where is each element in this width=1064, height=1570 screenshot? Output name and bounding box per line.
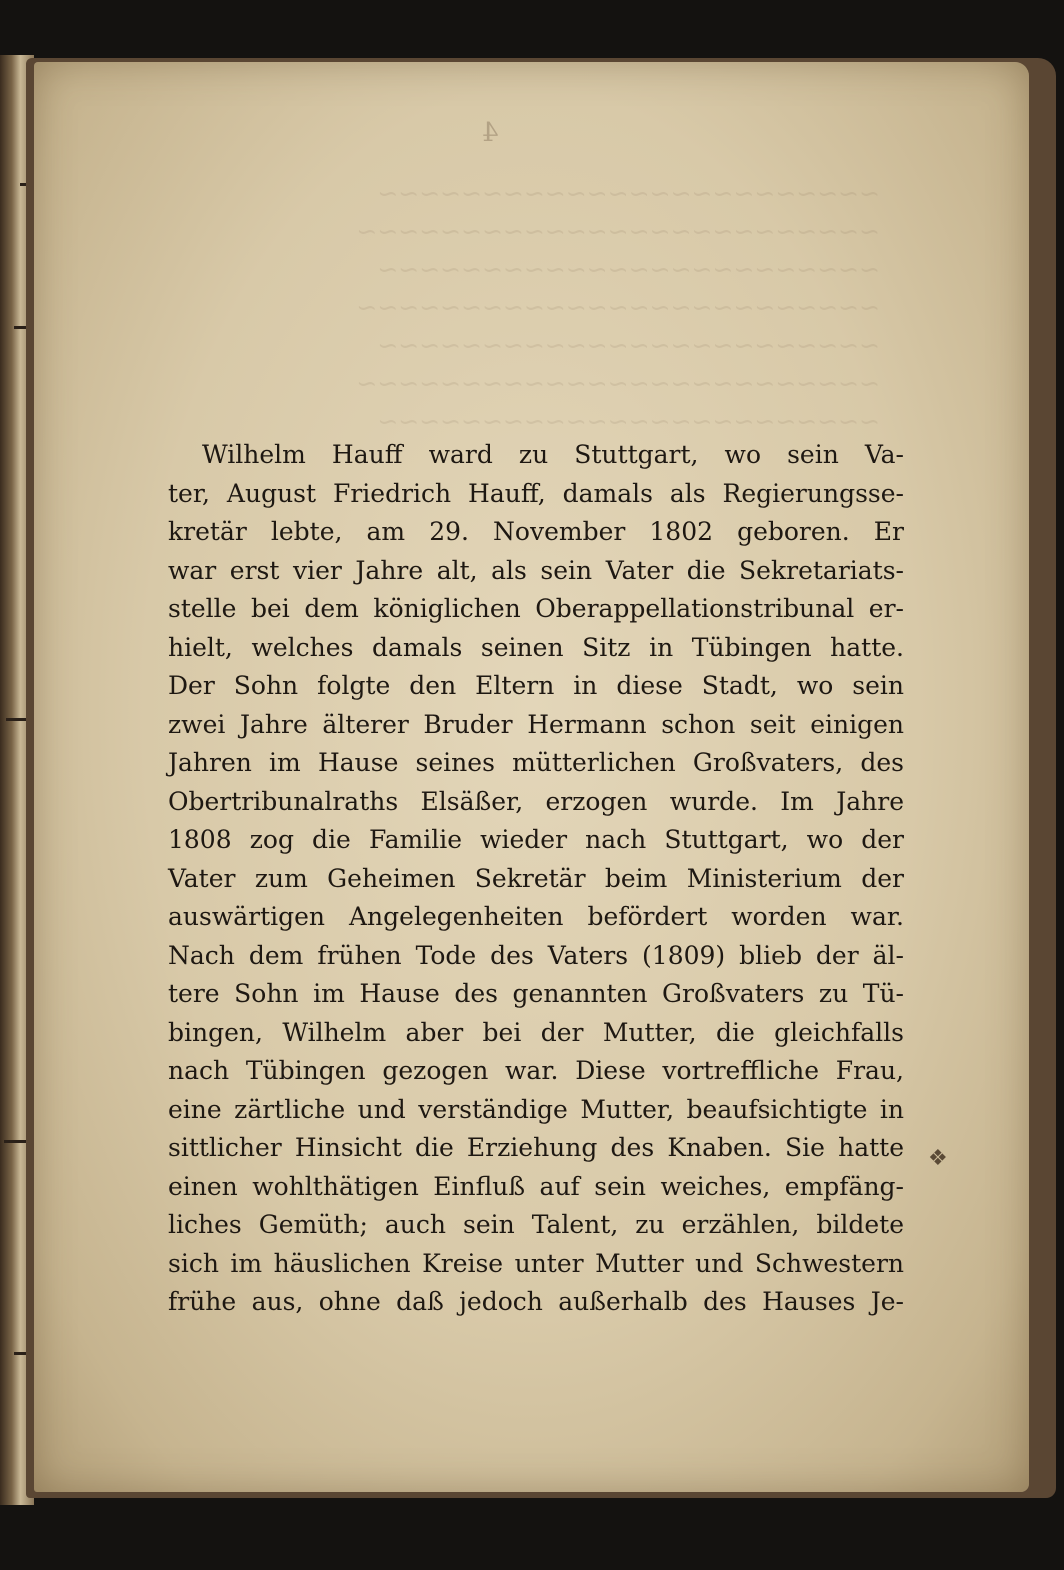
- text-line: ter, August Friedrich Hauff, damals als Regierungsse-: [168, 478, 904, 508]
- text-line: Wilhelm Hauff ward zu Stuttgart, wo sein Va-: [202, 440, 904, 469]
- text-line: eine zärtliche und verständige Mutter, beaufsichtigte in: [168, 1094, 904, 1124]
- text-line: tere Sohn im Hause des genannten Großvaters zu Tü-: [168, 979, 904, 1008]
- text-line: kretär lebte, am 29. November 1802 geboren. Er: [168, 517, 904, 546]
- text-line: bingen, Wilhelm aber bei der Mutter, die gleichfalls: [168, 1017, 904, 1047]
- text-line: hielt, welches damals seinen Sitz in Tübingen hatte.: [168, 632, 904, 662]
- text-line: war erst vier Jahre alt, als sein Vater die Sekretariats-: [168, 555, 904, 585]
- text-line: nach Tübingen gezogen war. Diese vortreffliche Frau,: [168, 1056, 904, 1085]
- text-line: einen wohlthätigen Einfluß auf sein weiches, empfäng-: [168, 1171, 904, 1201]
- ink-mark-icon: ❖: [928, 1146, 948, 1171]
- text-line: 1808 zog die Familie wieder nach Stuttgart, wo der: [168, 825, 904, 854]
- text-line: sich im häuslichen Kreise unter Mutter und Schwestern: [168, 1248, 904, 1278]
- text-line: frühe aus, ohne daß jedoch außerhalb des Hauses Je-: [168, 1287, 904, 1316]
- text-line: zwei Jahre älterer Bruder Hermann schon seit einigen: [168, 709, 904, 739]
- text-line: sittlicher Hinsicht die Erziehung des Knaben. Sie hatte: [168, 1133, 904, 1162]
- text-line: Nach dem frühen Tode des Vaters (1809) blieb der äl-: [168, 940, 904, 970]
- text-line: Der Sohn folgte den Eltern in diese Stadt, wo sein: [168, 671, 904, 700]
- body-paragraph: [168, 436, 904, 1322]
- bleed-through-page-number: 4: [482, 118, 499, 148]
- text-line: auswärtigen Angelegenheiten befördert worden war.: [168, 902, 904, 931]
- text-line: Jahren im Hause seines mütterlichen Großvaters, des: [168, 748, 904, 777]
- text-line: Obertribunalraths Elsäßer, erzogen wurde. Im Jahre: [168, 786, 904, 816]
- text-line: Vater zum Geheimen Sekretär beim Ministerium der: [168, 863, 904, 893]
- bleed-through-text: ~~~~~~~~~~~~~~~~~~~~~~~~ ~~~~~~~~~~~~~~~~~~~~~~~~~ ~~~~~~~~~~~~~~~~~~~~~~~~ ~~~~~~~~~~~~~~~~~~~~~~~~~ ~~~~~~~~~~~~~~~~~~~~~~~~ ~~~~~~~~~~~~~~~~~~~~~~~~~ ~~~~~~~~~~~~~~~~~~~~~~~~: [356, 179, 880, 436]
- text-line: stelle bei dem königlichen Oberappellationstribunal er-: [168, 594, 904, 623]
- text-line: liches Gemüth; auch sein Talent, zu erzählen, bildete: [168, 1210, 904, 1239]
